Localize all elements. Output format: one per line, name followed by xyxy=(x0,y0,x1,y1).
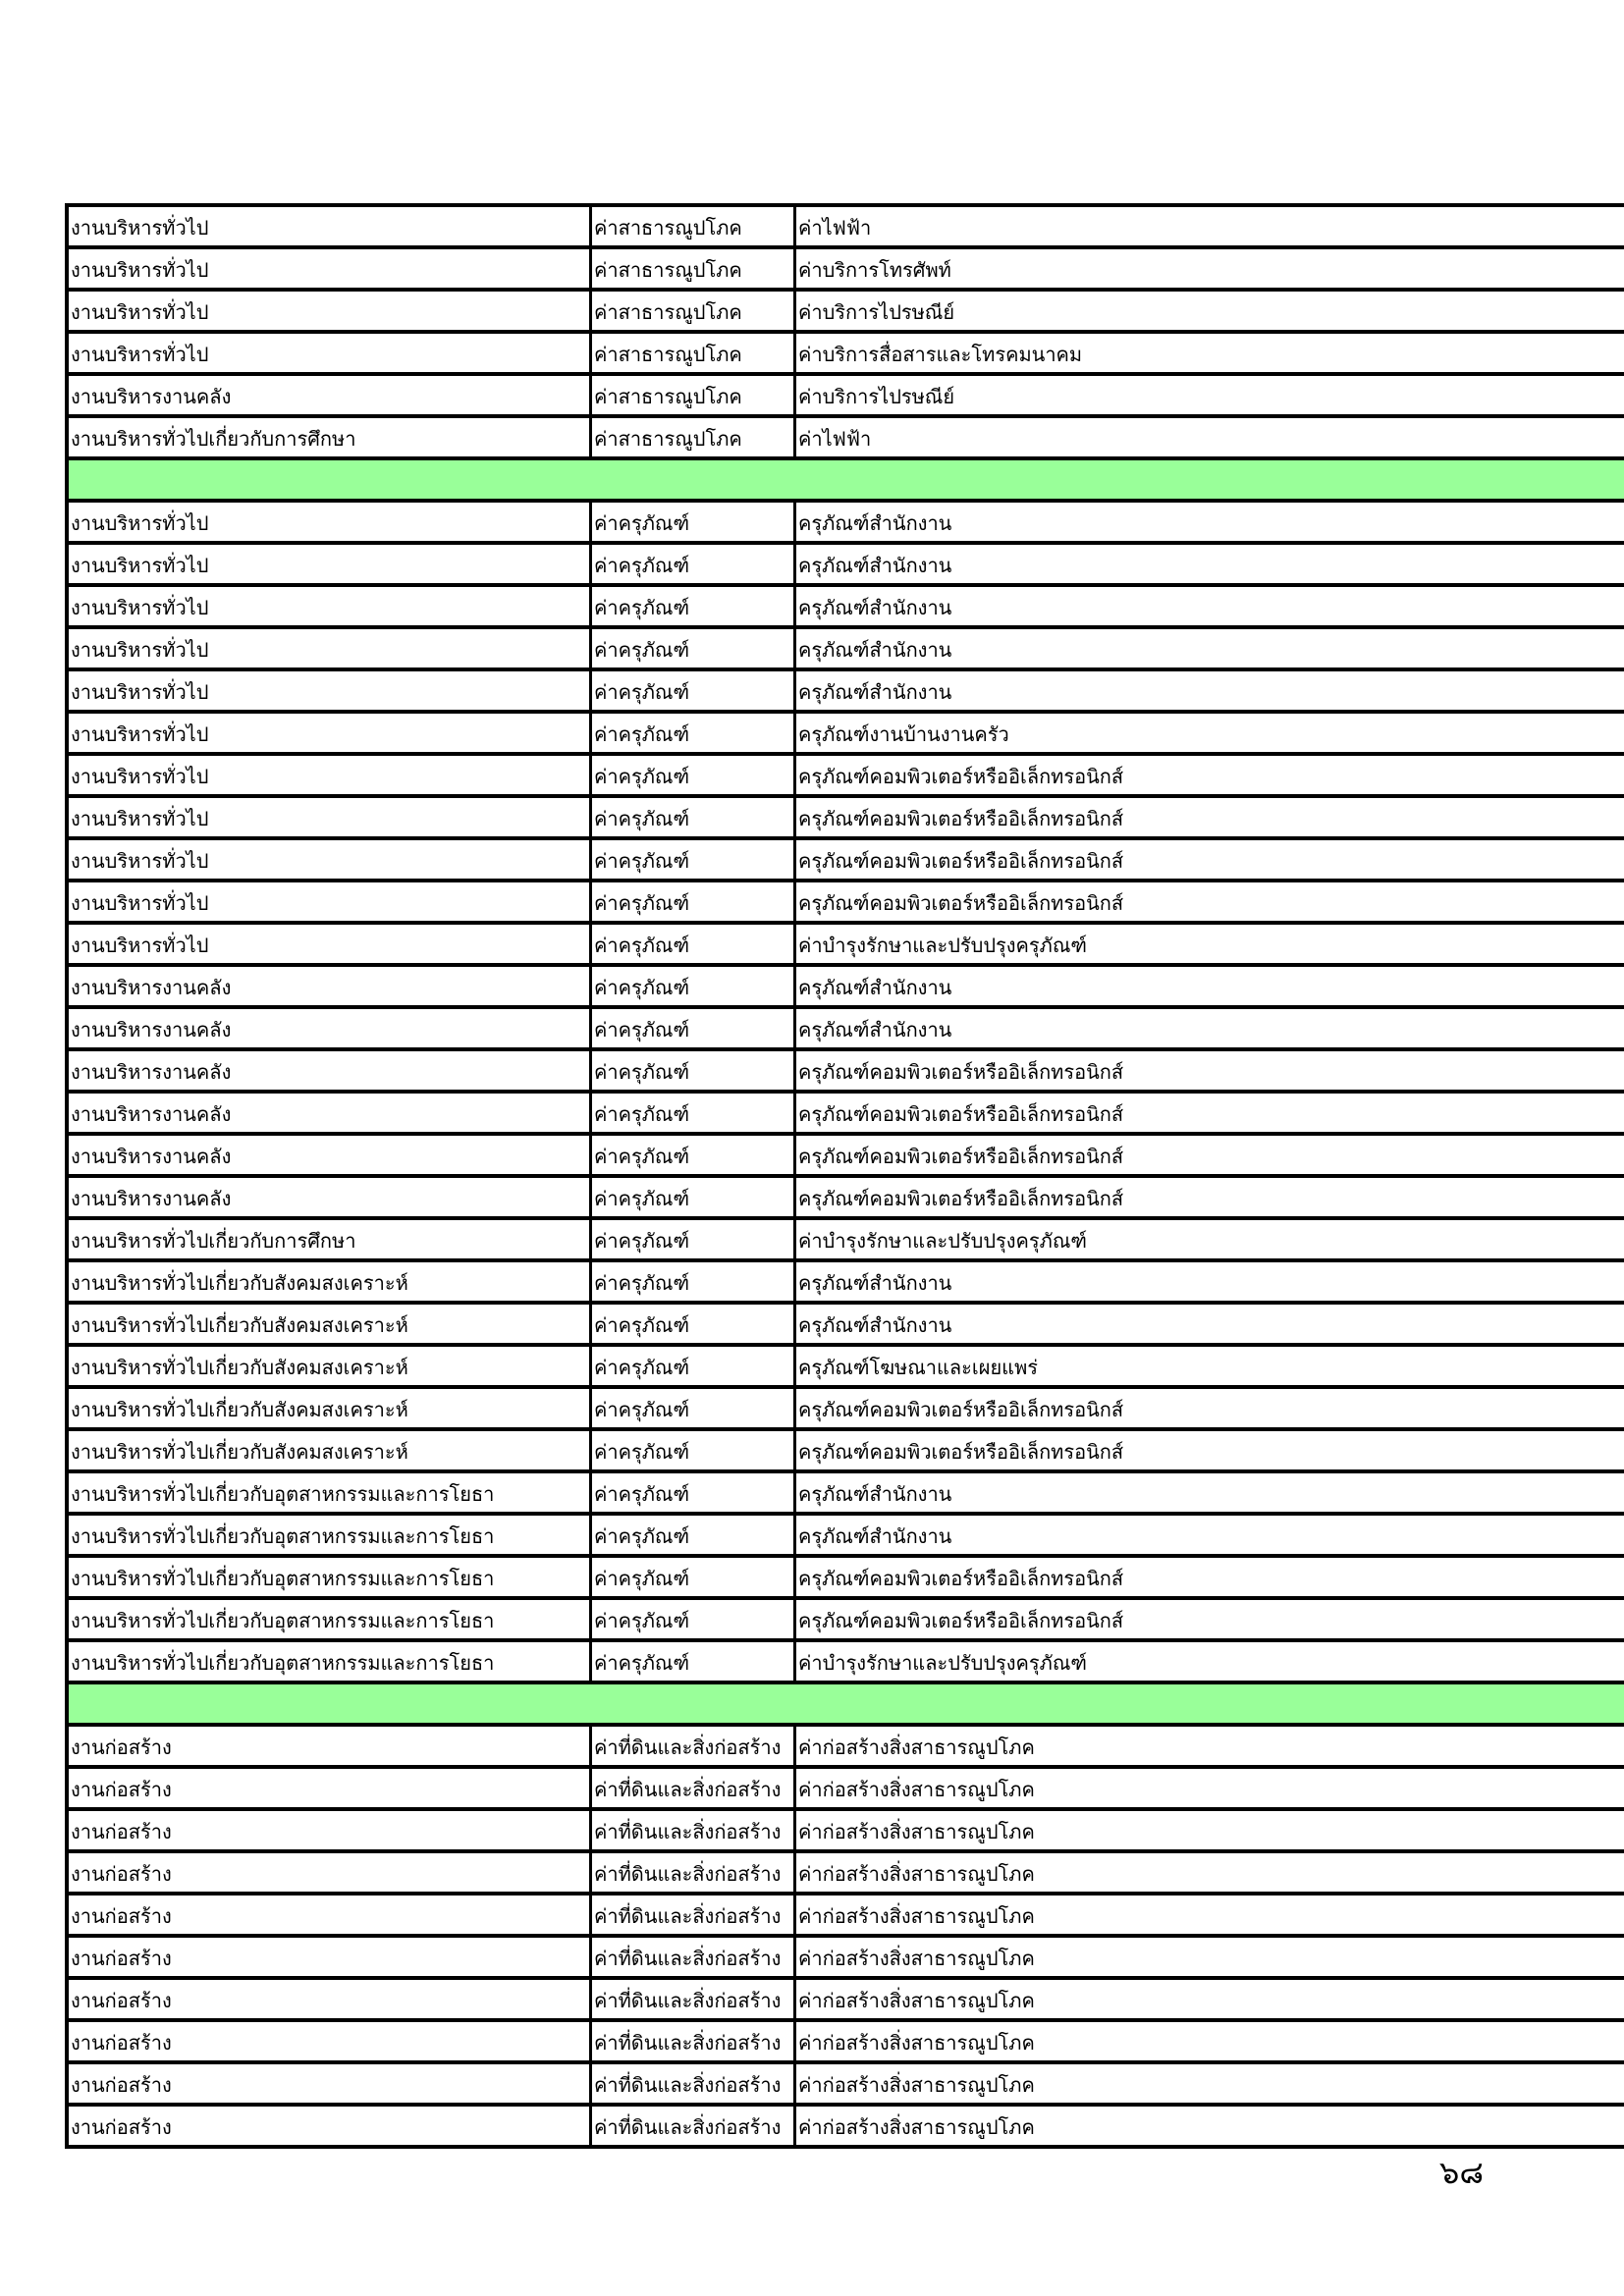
table-row xyxy=(69,671,1624,714)
category-cell: ค่าครุภัณฑ์ xyxy=(592,503,796,541)
table-row xyxy=(69,1516,1624,1558)
category-cell: ค่าที่ดินและสิ่งก่อสร้าง xyxy=(592,1896,796,1934)
table-row xyxy=(69,1642,1624,1684)
table-row xyxy=(69,629,1624,671)
category-cell: ค่าที่ดินและสิ่งก่อสร้าง xyxy=(592,1727,796,1765)
category-cell: ค่าครุภัณฑ์ xyxy=(592,1305,796,1343)
item-cell: ครุภัณฑ์สำนักงาน xyxy=(798,1271,952,1295)
department-cell: งานก่อสร้าง xyxy=(69,1811,592,1849)
item-cell: ค่าบำรุงรักษาและปรับปรุงครุภัณฑ์ xyxy=(798,1229,1087,1253)
category-cell: ค่าที่ดินและสิ่งก่อสร้าง xyxy=(592,1980,796,2018)
item-cell: ค่าบำรุงรักษาและปรับปรุงครุภัณฑ์ xyxy=(798,1651,1087,1675)
item-cell: ครุภัณฑ์คอมพิวเตอร์หรืออิเล็กทรอนิกส์ xyxy=(798,1398,1124,1421)
category-cell: ค่าครุภัณฑ์ xyxy=(592,798,796,836)
category-cell: ค่าครุภัณฑ์ xyxy=(592,587,796,625)
department-cell: งานบริหารงานคลัง xyxy=(69,1094,592,1132)
department-cell: งานบริหารทั่วไป xyxy=(69,207,592,245)
budget-table xyxy=(65,203,1624,2149)
table-row xyxy=(69,334,1624,376)
table-row xyxy=(69,376,1624,418)
table-row xyxy=(69,249,1624,292)
table-row xyxy=(69,1094,1624,1136)
table-row xyxy=(69,2064,1624,2107)
department-cell: งานบริหารทั่วไป xyxy=(69,756,592,794)
category-cell: ค่าครุภัณฑ์ xyxy=(592,1051,796,1090)
category-cell: ค่าครุภัณฑ์ xyxy=(592,967,796,1005)
category-cell: ค่าครุภัณฑ์ xyxy=(592,1220,796,1258)
table-row xyxy=(69,1009,1624,1051)
department-cell: งานก่อสร้าง xyxy=(69,2107,592,2145)
item-cell: ครุภัณฑ์สำนักงาน xyxy=(798,554,952,577)
table-row xyxy=(69,1473,1624,1516)
item-cell: ค่าบริการโทรศัพท์ xyxy=(798,258,951,282)
item-cell: ค่าก่อสร้างสิ่งสาธารณูปโภค xyxy=(798,1862,1035,1886)
table-row xyxy=(69,1558,1624,1600)
item-cell: ครุภัณฑ์คอมพิวเตอร์หรืออิเล็กทรอนิกส์ xyxy=(798,1187,1124,1210)
table-row xyxy=(69,925,1624,967)
item-cell: ครุภัณฑ์สำนักงาน xyxy=(798,1524,952,1548)
table-row xyxy=(69,1431,1624,1473)
category-cell: ค่าครุภัณฑ์ xyxy=(592,714,796,752)
department-cell: งานบริหารทั่วไป xyxy=(69,798,592,836)
category-cell: ค่าสาธารณูปโภค xyxy=(592,207,796,245)
department-cell: งานบริหารทั่วไป xyxy=(69,925,592,963)
department-cell: งานบริหารทั่วไปเกี่ยวกับอุตสาหกรรมและการโยธา xyxy=(69,1600,592,1638)
department-cell: งานบริหารทั่วไป xyxy=(69,882,592,921)
department-cell: งานบริหารทั่วไปเกี่ยวกับการศึกษา xyxy=(69,1220,592,1258)
category-cell: ค่าสาธารณูปโภค xyxy=(592,292,796,330)
department-cell: งานบริหารทั่วไป xyxy=(69,587,592,625)
item-cell: ครุภัณฑ์โฆษณาและเผยแพร่ xyxy=(798,1356,1038,1379)
table-row xyxy=(69,1305,1624,1347)
department-cell: งานบริหารทั่วไป xyxy=(69,671,592,710)
table-row xyxy=(69,1136,1624,1178)
item-cell: ครุภัณฑ์สำนักงาน xyxy=(798,511,952,535)
table-row xyxy=(69,1347,1624,1389)
category-cell: ค่าที่ดินและสิ่งก่อสร้าง xyxy=(592,1769,796,1807)
department-cell: งานก่อสร้าง xyxy=(69,1938,592,1976)
table-row xyxy=(69,1980,1624,2022)
table-row xyxy=(69,1853,1624,1896)
department-cell: งานบริหารทั่วไปเกี่ยวกับสังคมสงเคราะห์ xyxy=(69,1347,592,1385)
category-cell: ค่าครุภัณฑ์ xyxy=(592,671,796,710)
category-cell: ค่าครุภัณฑ์ xyxy=(592,629,796,667)
category-cell: ค่าครุภัณฑ์ xyxy=(592,882,796,921)
item-cell: ครุภัณฑ์สำนักงาน xyxy=(798,1313,952,1337)
item-cell: ค่าก่อสร้างสิ่งสาธารณูปโภค xyxy=(798,1947,1035,1970)
table-row xyxy=(69,840,1624,882)
item-cell: ค่าไฟฟ้า xyxy=(798,427,872,451)
department-cell: งานก่อสร้าง xyxy=(69,2064,592,2103)
table-row xyxy=(69,207,1624,249)
category-cell: ค่าครุภัณฑ์ xyxy=(592,1473,796,1512)
item-cell: ครุภัณฑ์คอมพิวเตอร์หรืออิเล็กทรอนิกส์ xyxy=(798,765,1124,788)
item-cell: ครุภัณฑ์คอมพิวเตอร์หรืออิเล็กทรอนิกส์ xyxy=(798,1609,1124,1632)
item-cell: ครุภัณฑ์งานบ้านงานครัว xyxy=(798,722,1009,746)
item-cell: ค่าก่อสร้างสิ่งสาธารณูปโภค xyxy=(798,2115,1035,2139)
department-cell: งานบริหารทั่วไป xyxy=(69,292,592,330)
table-row xyxy=(69,503,1624,545)
department-cell: งานก่อสร้าง xyxy=(69,2022,592,2060)
item-cell: ค่าก่อสร้างสิ่งสาธารณูปโภค xyxy=(798,1820,1035,1843)
item-cell: ครุภัณฑ์สำนักงาน xyxy=(798,680,952,704)
item-cell: ค่าก่อสร้างสิ่งสาธารณูปโภค xyxy=(798,1989,1035,2012)
department-cell: งานบริหารทั่วไปเกี่ยวกับสังคมสงเคราะห์ xyxy=(69,1305,592,1343)
category-cell: ค่าครุภัณฑ์ xyxy=(592,1178,796,1216)
category-cell: ค่าที่ดินและสิ่งก่อสร้าง xyxy=(592,1938,796,1976)
department-cell: งานบริหารทั่วไป xyxy=(69,840,592,879)
category-cell: ค่าครุภัณฑ์ xyxy=(592,1389,796,1427)
table-row xyxy=(69,967,1624,1009)
table-row xyxy=(69,1811,1624,1853)
department-cell: งานบริหารทั่วไปเกี่ยวกับอุตสาหกรรมและการโยธา xyxy=(69,1516,592,1554)
department-cell: งานบริหารทั่วไปเกี่ยวกับสังคมสงเคราะห์ xyxy=(69,1431,592,1469)
department-cell: งานบริหารงานคลัง xyxy=(69,967,592,1005)
item-cell: ครุภัณฑ์คอมพิวเตอร์หรืออิเล็กทรอนิกส์ xyxy=(798,891,1124,915)
category-cell: ค่าครุภัณฑ์ xyxy=(592,1136,796,1174)
table-row xyxy=(69,1896,1624,1938)
item-cell: ครุภัณฑ์คอมพิวเตอร์หรืออิเล็กทรอนิกส์ xyxy=(798,1145,1124,1168)
item-cell: ค่าบำรุงรักษาและปรับปรุงครุภัณฑ์ xyxy=(798,934,1087,957)
table-row xyxy=(69,882,1624,925)
item-cell: ครุภัณฑ์คอมพิวเตอร์หรืออิเล็กทรอนิกส์ xyxy=(798,807,1124,830)
table-row xyxy=(69,292,1624,334)
group-separator xyxy=(69,460,1624,503)
category-cell: ค่าที่ดินและสิ่งก่อสร้าง xyxy=(592,1853,796,1892)
category-cell: ค่าครุภัณฑ์ xyxy=(592,1262,796,1301)
table-row xyxy=(69,418,1624,460)
item-cell: ค่าก่อสร้างสิ่งสาธารณูปโภค xyxy=(798,2031,1035,2055)
category-cell: ค่าที่ดินและสิ่งก่อสร้าง xyxy=(592,2064,796,2103)
table-row xyxy=(69,1727,1624,1769)
page-number: ๖๘ xyxy=(1439,2154,1484,2191)
department-cell: งานก่อสร้าง xyxy=(69,1727,592,1765)
table-row xyxy=(69,1220,1624,1262)
table-row xyxy=(69,587,1624,629)
department-cell: งานบริหารทั่วไป xyxy=(69,503,592,541)
group-separator xyxy=(69,1684,1624,1727)
item-cell: ค่าก่อสร้างสิ่งสาธารณูปโภค xyxy=(798,1778,1035,1801)
department-cell: งานบริหารทั่วไป xyxy=(69,334,592,372)
item-cell: ค่าก่อสร้างสิ่งสาธารณูปโภค xyxy=(798,1904,1035,1928)
table-row xyxy=(69,1389,1624,1431)
category-cell: ค่าครุภัณฑ์ xyxy=(592,840,796,879)
category-cell: ค่าครุภัณฑ์ xyxy=(592,1094,796,1132)
department-cell: งานบริหารทั่วไป xyxy=(69,714,592,752)
category-cell: ค่าครุภัณฑ์ xyxy=(592,1431,796,1469)
table-row xyxy=(69,545,1624,587)
category-cell: ค่าที่ดินและสิ่งก่อสร้าง xyxy=(592,1811,796,1849)
category-cell: ค่าครุภัณฑ์ xyxy=(592,1600,796,1638)
department-cell: งานบริหารทั่วไปเกี่ยวกับอุตสาหกรรมและการโยธา xyxy=(69,1473,592,1512)
department-cell: งานบริหารงานคลัง xyxy=(69,1136,592,1174)
department-cell: งานก่อสร้าง xyxy=(69,1853,592,1892)
table-row xyxy=(69,1178,1624,1220)
item-cell: ค่าบริการสื่อสารและโทรคมนาคม xyxy=(798,343,1083,366)
department-cell: งานก่อสร้าง xyxy=(69,1896,592,1934)
item-cell: ค่าไฟฟ้า xyxy=(798,216,872,240)
department-cell: งานบริหารทั่วไปเกี่ยวกับสังคมสงเคราะห์ xyxy=(69,1262,592,1301)
table-row xyxy=(69,2107,1624,2149)
table-row xyxy=(69,1600,1624,1642)
category-cell: ค่าสาธารณูปโภค xyxy=(592,249,796,288)
department-cell: งานบริหารทั่วไปเกี่ยวกับอุตสาหกรรมและการโยธา xyxy=(69,1558,592,1596)
category-cell: ค่าที่ดินและสิ่งก่อสร้าง xyxy=(592,2107,796,2145)
table-row xyxy=(69,2022,1624,2064)
item-cell: ครุภัณฑ์คอมพิวเตอร์หรืออิเล็กทรอนิกส์ xyxy=(798,1102,1124,1126)
item-cell: ค่าก่อสร้างสิ่งสาธารณูปโภค xyxy=(798,2073,1035,2097)
item-cell: ครุภัณฑ์สำนักงาน xyxy=(798,1482,952,1506)
department-cell: งานบริหารทั่วไปเกี่ยวกับสังคมสงเคราะห์ xyxy=(69,1389,592,1427)
department-cell: งานบริหารทั่วไปเกี่ยวกับอุตสาหกรรมและการโยธา xyxy=(69,1642,592,1681)
department-cell: งานบริหารทั่วไปเกี่ยวกับการศึกษา xyxy=(69,418,592,456)
category-cell: ค่าสาธารณูปโภค xyxy=(592,334,796,372)
category-cell: ค่าครุภัณฑ์ xyxy=(592,756,796,794)
category-cell: ค่าสาธารณูปโภค xyxy=(592,376,796,414)
item-cell: ค่าก่อสร้างสิ่งสาธารณูปโภค xyxy=(798,1735,1035,1759)
item-cell: ครุภัณฑ์คอมพิวเตอร์หรืออิเล็กทรอนิกส์ xyxy=(798,849,1124,873)
table-row xyxy=(69,1938,1624,1980)
table-row xyxy=(69,798,1624,840)
item-cell: ครุภัณฑ์สำนักงาน xyxy=(798,1018,952,1041)
category-cell: ค่าครุภัณฑ์ xyxy=(592,1347,796,1385)
category-cell: ค่าสาธารณูปโภค xyxy=(592,418,796,456)
category-cell: ค่าครุภัณฑ์ xyxy=(592,1642,796,1681)
category-cell: ค่าครุภัณฑ์ xyxy=(592,1516,796,1554)
table-row xyxy=(69,1769,1624,1811)
item-cell: ครุภัณฑ์คอมพิวเตอร์หรืออิเล็กทรอนิกส์ xyxy=(798,1060,1124,1084)
department-cell: งานบริหารงานคลัง xyxy=(69,1009,592,1047)
department-cell: งานบริหารงานคลัง xyxy=(69,1178,592,1216)
category-cell: ค่าครุภัณฑ์ xyxy=(592,925,796,963)
table-row xyxy=(69,756,1624,798)
item-cell: ค่าบริการไปรษณีย์ xyxy=(798,300,955,324)
item-cell: ครุภัณฑ์สำนักงาน xyxy=(798,638,952,662)
table-row xyxy=(69,1051,1624,1094)
item-cell: ครุภัณฑ์สำนักงาน xyxy=(798,596,952,619)
department-cell: งานบริหารทั่วไป xyxy=(69,249,592,288)
category-cell: ค่าที่ดินและสิ่งก่อสร้าง xyxy=(592,2022,796,2060)
item-cell: ครุภัณฑ์คอมพิวเตอร์หรืออิเล็กทรอนิกส์ xyxy=(798,1440,1124,1464)
category-cell: ค่าครุภัณฑ์ xyxy=(592,1558,796,1596)
department-cell: งานก่อสร้าง xyxy=(69,1980,592,2018)
category-cell: ค่าครุภัณฑ์ xyxy=(592,1009,796,1047)
category-cell: ค่าครุภัณฑ์ xyxy=(592,545,796,583)
department-cell: งานบริหารทั่วไป xyxy=(69,545,592,583)
department-cell: งานบริหารทั่วไป xyxy=(69,629,592,667)
item-cell: ค่าบริการไปรษณีย์ xyxy=(798,385,955,408)
department-cell: งานบริหารงานคลัง xyxy=(69,376,592,414)
table-row xyxy=(69,1262,1624,1305)
item-cell: ครุภัณฑ์คอมพิวเตอร์หรืออิเล็กทรอนิกส์ xyxy=(798,1567,1124,1590)
item-cell: ครุภัณฑ์สำนักงาน xyxy=(798,976,952,999)
table-row xyxy=(69,714,1624,756)
department-cell: งานบริหารงานคลัง xyxy=(69,1051,592,1090)
department-cell: งานก่อสร้าง xyxy=(69,1769,592,1807)
